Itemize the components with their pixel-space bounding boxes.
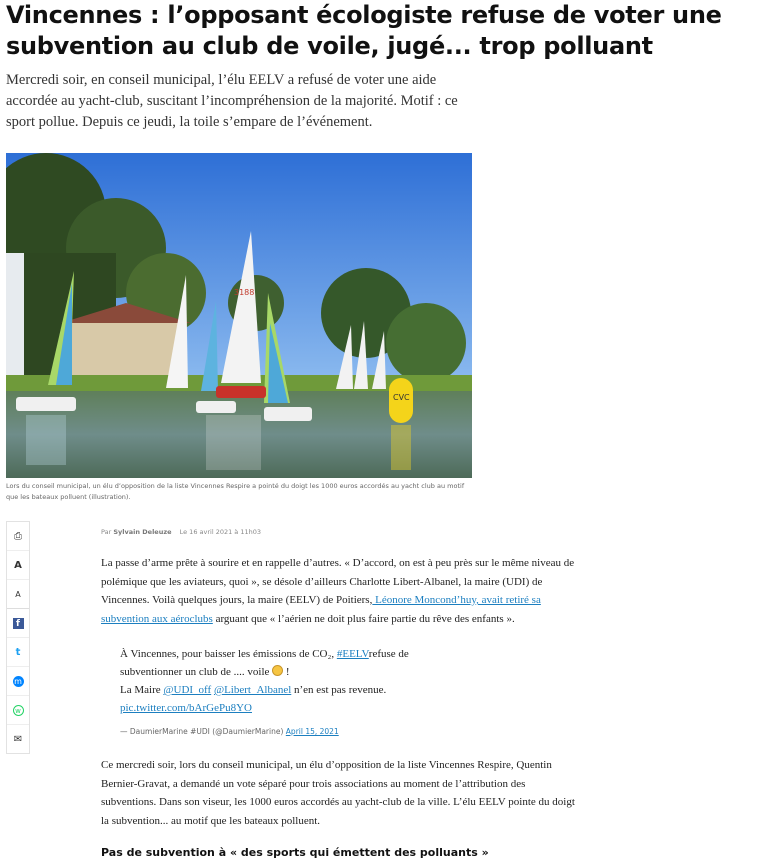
- tweet-text: !: [283, 666, 290, 678]
- smiley-emoji-icon: [272, 665, 283, 676]
- tweet-text: n’en est pas revenue.: [291, 684, 387, 696]
- messenger-icon: m: [14, 676, 22, 686]
- article-lede: Mercredi soir, en conseil municipal, l’élu EELV a refusé de voter une aide accordée au yacht-club, suscitant l’incompréhension de la majorité. Motif : ce sport pollue. Depuis ce jeudi, la toile s’empare de l’événement.: [6, 72, 458, 130]
- tweet-meta: [120, 723, 420, 741]
- tweet-body: [120, 645, 420, 717]
- byline-date: Le 16 avril 2021 à 11h03: [179, 528, 262, 536]
- photo-caption: Lors du conseil municipal, un élu d’opposition de la liste Vincennes Respire a pointé du doigt les 1000 euros accordés au yacht club au motif que les bateaux polluent (illustration).: [6, 482, 465, 501]
- tweet-text: À Vincennes, pour baisser les émissions de CO₂,: [120, 648, 335, 660]
- email-icon: ✉: [13, 733, 23, 745]
- share-toolbar: [6, 521, 30, 754]
- tweet-text: refuse de subventionner un club de .... voile: [120, 648, 409, 678]
- byline-author[interactable]: Sylvain Deleuze: [113, 528, 172, 536]
- twitter-icon: t: [15, 646, 21, 658]
- embedded-tweet: [120, 645, 420, 741]
- share-twitter-button[interactable]: [7, 638, 29, 667]
- text-larger-icon: A: [14, 559, 22, 571]
- article-subhead: Pas de subvention à « des sports qui émettent des polluants »: [101, 846, 489, 859]
- share-facebook-button[interactable]: [7, 609, 29, 638]
- photo-buoy-text: CVC: [393, 393, 410, 402]
- article-paragraph-2: Ce mercredi soir, lors du conseil municipal, un élu d’opposition de la liste Vincennes Respire, Quentin Bernier-Gravat, a demandé un vote séparé pour trois associations au moment de l’attribution des subventions. Dans son viseur, les 1000 euros accordés au yacht-club de la ville. L’élu EELV pointe du doigt la subvention... au motif que les bateaux polluent.: [101, 759, 575, 827]
- tweet-date-link[interactable]: April 15, 2021: [285, 727, 339, 736]
- tweet-author: — DaumierMarine #UDI (@DaumierMarine): [120, 727, 284, 736]
- share-messenger-button[interactable]: [7, 667, 29, 696]
- print-icon: ⎙: [14, 530, 22, 542]
- byline-prefix: Par: [101, 528, 112, 536]
- tweet-text: La Maire: [120, 684, 161, 696]
- text-smaller-icon: A: [15, 589, 21, 599]
- share-email-button[interactable]: [7, 725, 29, 753]
- increase-text-button[interactable]: [7, 551, 29, 580]
- tweet-pic-link[interactable]: pic.twitter.com/bArGePu8YO: [120, 702, 252, 714]
- decrease-text-button[interactable]: [7, 580, 29, 609]
- tweet-hashtag[interactable]: #EELV: [336, 648, 369, 660]
- link-poitiers-article[interactable]: Léonore Moncond’huy, avait retiré sa subvention aux aéroclubs: [101, 594, 541, 625]
- share-whatsapp-button[interactable]: [7, 696, 29, 725]
- tweet-mention-libert[interactable]: @Libert_Albanel: [213, 684, 292, 696]
- paragraph-text: arguant que « l’aérien ne doit plus faire partie du rêve des enfants ».: [212, 612, 515, 625]
- facebook-icon: f: [13, 618, 24, 629]
- article-paragraph-1: [101, 554, 579, 628]
- photo-sail-number: 3188: [234, 288, 255, 297]
- whatsapp-icon: w: [13, 705, 24, 716]
- byline: [101, 528, 261, 536]
- article-photo[interactable]: [6, 153, 472, 478]
- article-title: Vincennes : l’opposant écologiste refuse de voter une subvention au club de voile, jugé... trop polluant: [6, 1, 722, 60]
- tweet-mention-udi[interactable]: @UDI_off: [163, 684, 212, 696]
- print-button[interactable]: [7, 522, 29, 551]
- paragraph-text: La passe d’arme prête à sourire et en rappelle d’autres. « D’accord, on est à peu près sur le même niveau de polémique que les aviateurs, quoi », se désole d’ailleurs Charlotte Libert-Albanel, la maire (UDI) de Vincennes. Voilà quelques jours, la maire (EELV) de Poitiers,: [101, 557, 575, 606]
